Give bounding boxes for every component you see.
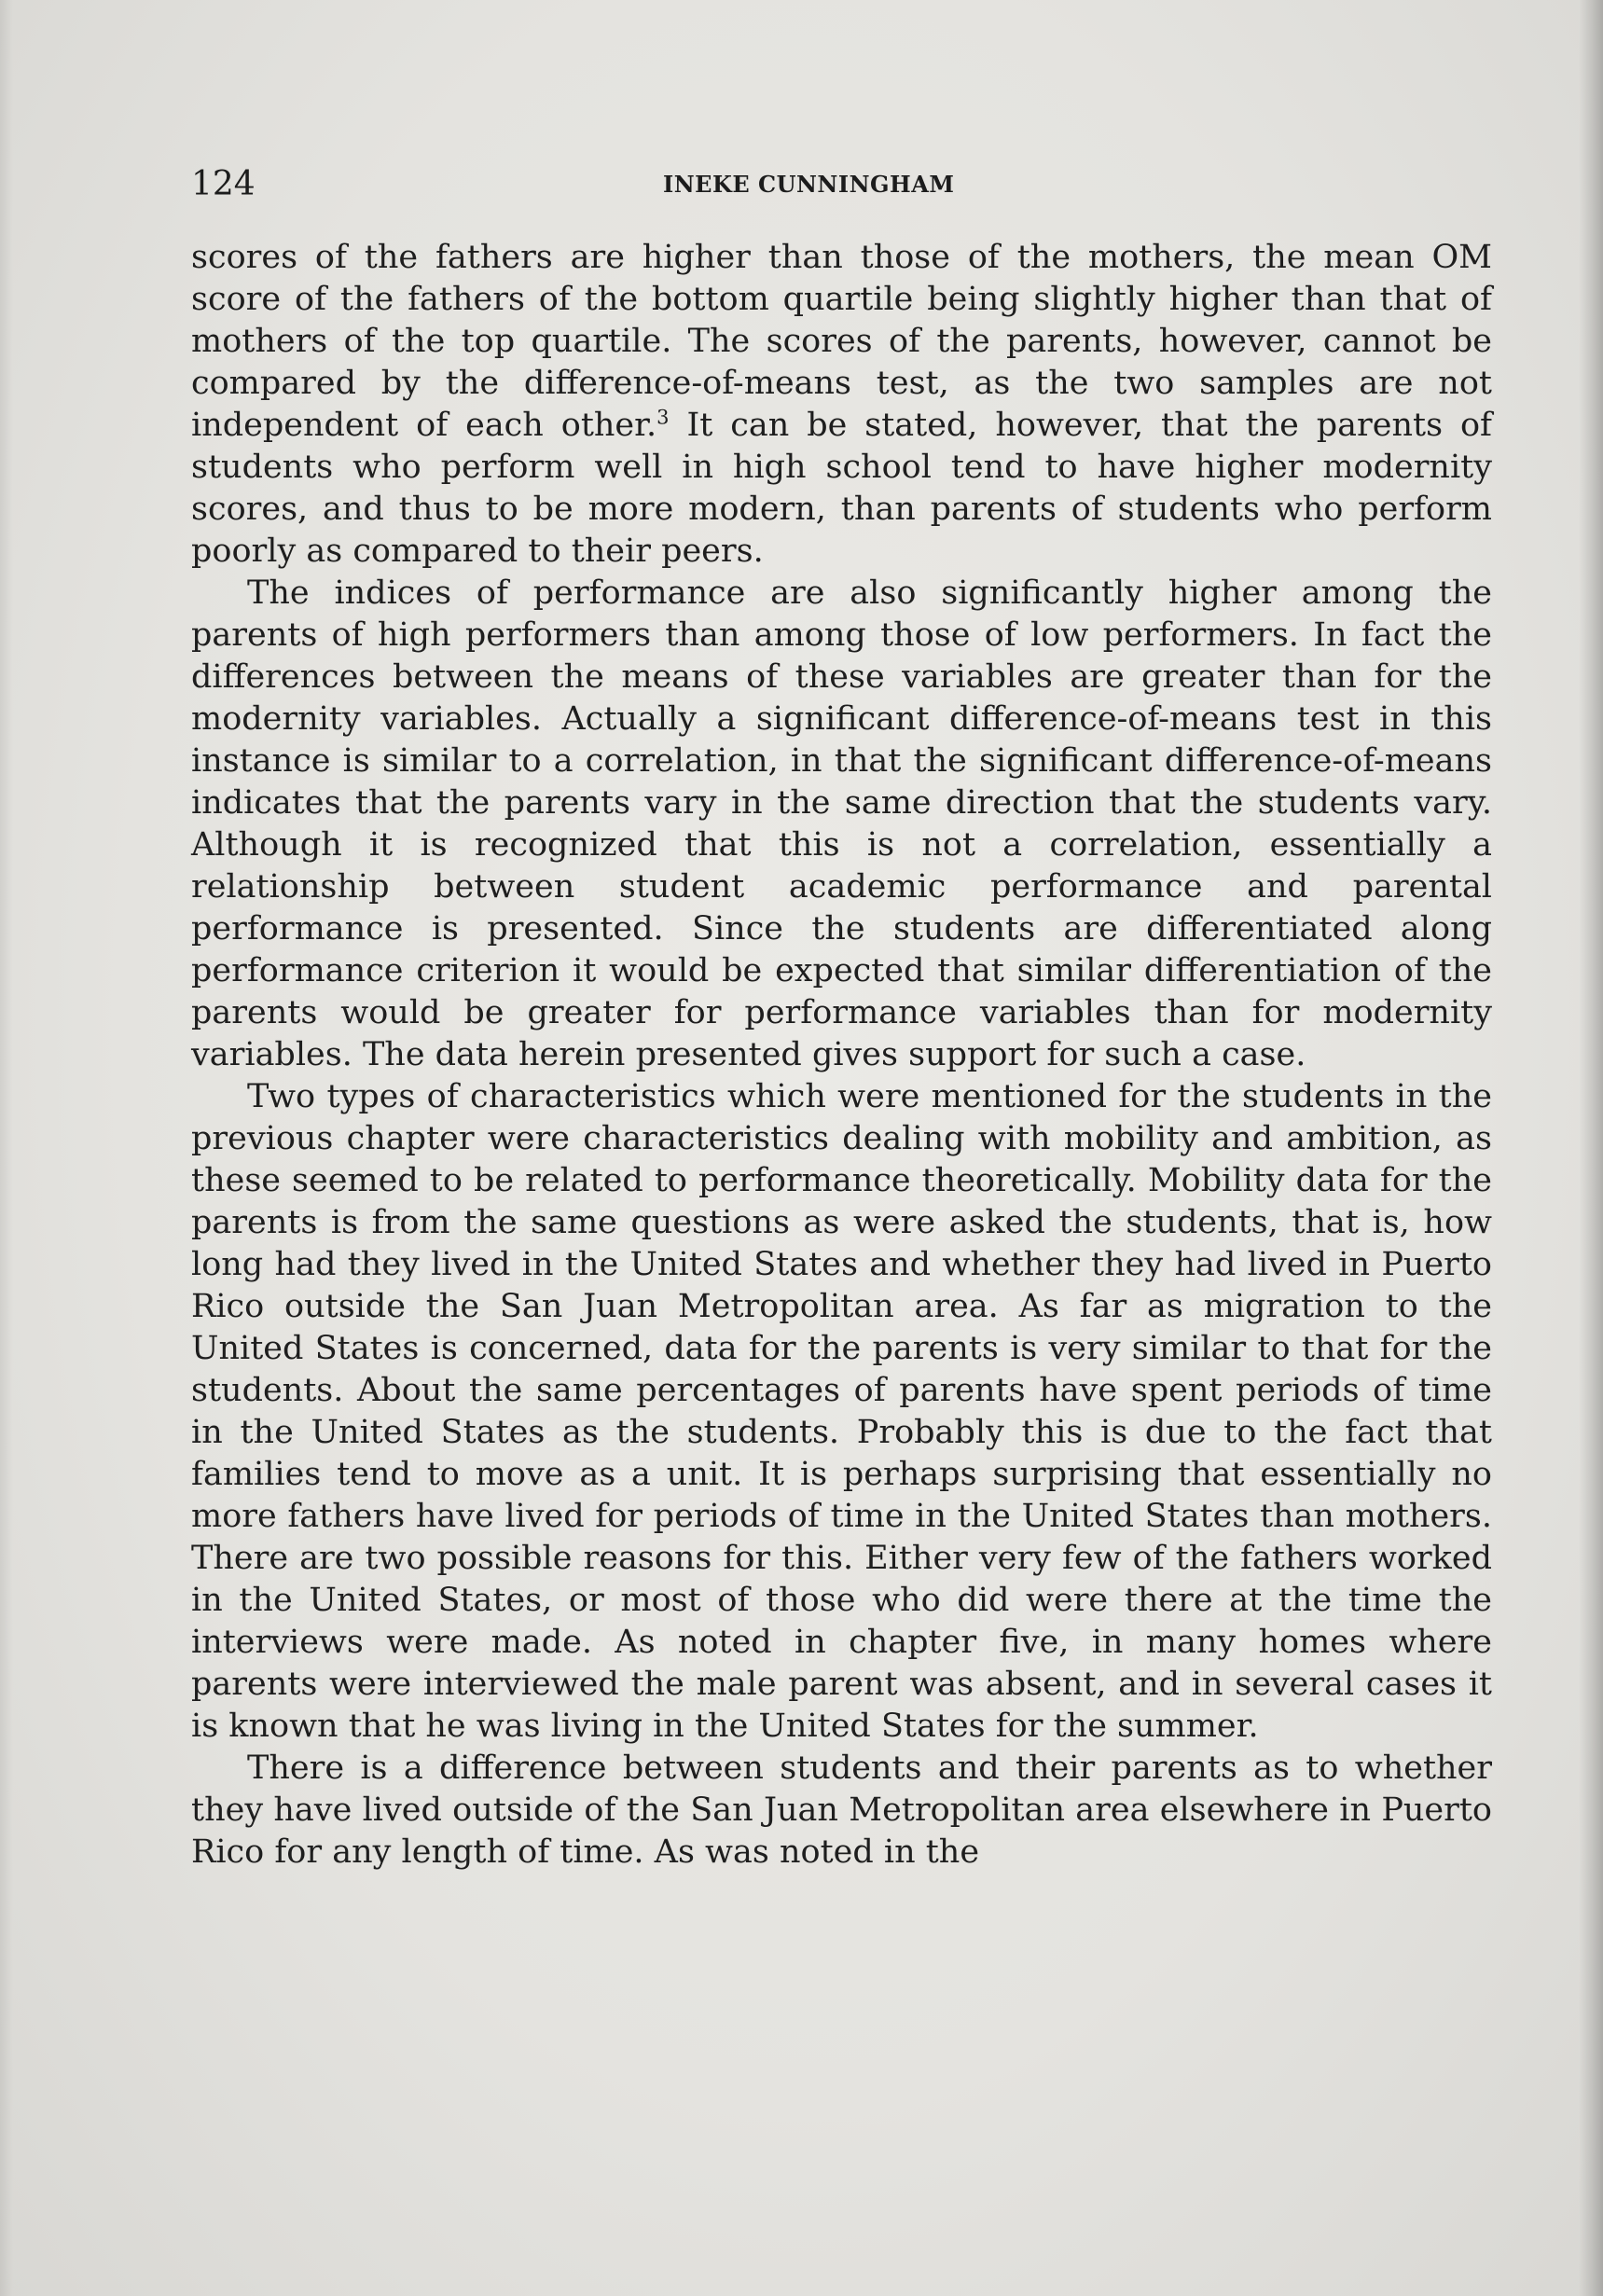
paragraph-1-text-after-ref: It can be stated, however, that the parents of students who perform well in high school tend to have higher modernity scores, and thus to be more modern, than parents of students who perform poorly as compared to their peers.	[191, 407, 1492, 570]
spine-shadow	[1579, 0, 1603, 2296]
paragraph-2: The indices of performance are also significantly higher among the parents of high performers than among those of low performers. In fact the differences between the means of these variables are greater than for the modernity variables. Actually a significant difference-of-means test in this instance is similar to a correlation, in that the significant difference-of-means indicates that the parents vary in the same direction that the students vary. Although it is recognized that this is not a correlation, essentially a relationship between student academic performance and parental performance is presented. Since the students are differentiated along performance criterion it would be expected that similar differentiation of the parents would be greater for performance variables than for modernity variables. The data herein presented gives support for such a case.	[191, 574, 1492, 1073]
paragraph-3: Two types of characteristics which were mentioned for the students in the previous chapter were characteristics dealing with mobility and ambition, as these seemed to be related to performance theoretically. Mobility data for the parents is from the same questions as were asked the students, that is, how long had they lived in the United States and whether they had lived in Puerto Rico outside the San Juan Metropolitan area. As far as migration to the United States is concerned, data for the parents is very similar to that for the students. About the same percentages of parents have spent periods of time in the United States as the students. Probably this is due to the fact that families tend to move as a unit. It is perhaps surprising that essentially no more fathers have lived for periods of time in the United States than mothers. There are two possible reasons for this. Either very few of the fathers worked in the United States, or most of those who did were there at the time the interviews were made. As noted in chapter five, in many homes where parents were interviewed the male parent was absent, and in several cases it is known that he was living in the United States for the summer.	[191, 1078, 1492, 1745]
page-number: 124	[191, 165, 256, 203]
running-head: INEKE CUNNINGHAM	[663, 171, 955, 198]
footnote-ref: 3	[656, 406, 670, 429]
paragraph-1-text-before-ref: scores of the fathers are higher than those of the mothers, the mean OM score of the fathers of the bottom quartile being slightly higher than that of mothers of the top quartile. The scores of the parents, however, cannot be compared by the difference-of-means test, as the two samples are not independent of each other.	[191, 239, 1492, 444]
page-header	[191, 157, 1492, 213]
body-text	[191, 237, 1492, 1874]
paragraph-4: There is a difference between students and their parents as to whether they have lived outside of the San Juan Metropolitan area elsewhere in Puerto Rico for any length of time. As was noted in the	[191, 1750, 1492, 1871]
left-edge-shadow	[0, 0, 13, 2296]
paragraph-1	[191, 237, 1492, 573]
